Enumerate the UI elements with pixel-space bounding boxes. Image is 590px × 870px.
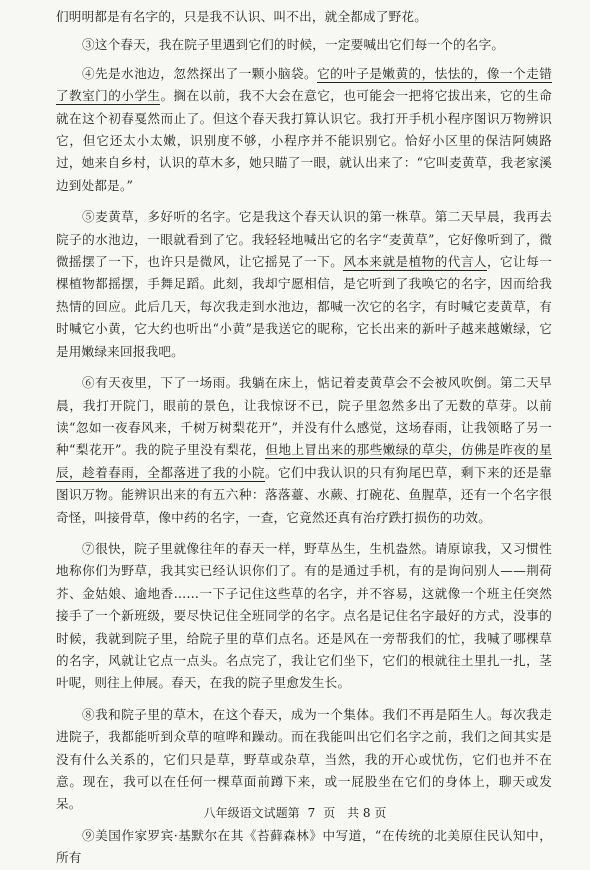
paragraph-8 <box>56 704 552 816</box>
text-segment: 。它们中我认识的只有狗尾巴草，剩下来的还是靠图识万物。能辨识出来的有五六种：落落薹、水蕨、打碗花、鱼腥草，还有一个名字很奇怪，叫接骨草，像中药的名字，一查，它竟然还真有治疗跌打损伤的功效。 <box>56 464 552 525</box>
underlined-sentence: 它的叶子是嫩黄的，怯怯的，像一个走错了教室门的小学生 <box>56 65 552 104</box>
footer-exam-label: 八年级语文试题第 <box>203 806 300 820</box>
footer-total-pages: 共 8 页 <box>347 806 387 820</box>
text-segment: ④先是水池边，忽然探出了一颗小脑袋。 <box>82 65 318 81</box>
footer-page-unit: 页 <box>323 806 336 820</box>
text-segment: ⑦很快，院子里就像往年的春天一样，野草丛生，生机盎然。请原谅我，又习惯性地称你们为野草，我其实已经认识你们了。有的是通过手机，有的是询问别人——荆荷芥、金姑娘、逾地香……一下子记住这些草的名字，并不容易，这就像一个班主任突然接手了一个新班级，要尽快记住全班同学的名字。点名是记住名字最好的方式，没事的时候，我就到院子里，给院子里的草们点名。还是风在一旁帮我们的忙，我喊了哪棵草的名字，风就让它点一点头。名点完了，我让它们坐下，它们的根就往土里扎一扎，茎叶呢，则往上伸展。春天，在我的院子里愈发生长。 <box>56 540 552 691</box>
paragraph-4 <box>56 63 552 197</box>
paragraph-6 <box>56 372 552 529</box>
text-segment: 。搁在以前，我不大会在意它，也可能会一把将它拔出来，它的生命就在这个初春戛然而止了。但这个春天我打算认识它。我打开手机小程序图识万物辨识它，但它还太小太嫩，识别度不够，小程序并不能识别它。恰好小区里的保洁阿姨路过，她来自乡村，认识的草木多，她只瞄了一眼，就认出来了：“它叫麦黄草，我老家溪边到处都是。” <box>56 88 552 193</box>
underlined-sentence: 但地上冒出来的那些嫩绿的草尖，仿佛是昨夜的星辰，趁着春雨，全都落进了我的小院 <box>56 442 553 480</box>
text-segment: ⑥有天夜里，下了一场雨。我躺在床上，惦记着麦黄草会不会被风吹倒。第二天早晨，我打开院门，眼前的景色，让我惊讶不已，院子里忽然多出了无数的草芽。以前读“忽如一夜春风来，千树万树梨花开”，并没有什么感觉，这场春雨，让我领略了另一种“梨花开”。我的院子里没有梨花， <box>56 375 552 458</box>
text-segment: 们明明都是有名字的，只是我不认识、叫不出，就全都成了野花。 <box>56 9 428 24</box>
text-segment: ，它让每一棵植物都摇摆，手舞足蹈。此刻，我却宁愿相信，是它听到了我唤它的名字，因而给我热情的回应。此后几天，每次我走到水池边，都喊一次它的名字，有时喊它麦黄草，有时喊它小黄，它大约也听出“小黄”是我送它的昵称，它长出来的新叶子越来越嫩绿，它是用嫩绿来回报我吧。 <box>56 254 552 359</box>
paragraph-3 <box>56 34 552 56</box>
paragraph-9 <box>56 825 552 870</box>
paragraph-5 <box>56 206 552 363</box>
paragraph-7 <box>56 538 552 695</box>
text-segment: ⑧我和院子里的草木，在这个春天，成为一个集体。我们不再是陌生人。每次我走进院子，我都能听到众草的喧哗和躁动。而在我能叫出它们名字之前，我们之间其实是没有什么关系的，它们只是草，野草或杂草，当然，我的开心或忧伤，它们也并不在意。现在，我可以在任何一棵草面前蹲下来，或一屁股坐在它们的身体上，聊天或发呆。 <box>56 706 552 812</box>
underlined-sentence: 风本来就是植物的代言人 <box>343 254 487 270</box>
text-segment: ⑨美国作家罗宾·基默尔在其《苔藓森林》中写道，“在传统的北美原住民认知中，所有 <box>56 827 552 866</box>
page-footer <box>0 804 590 821</box>
text-segment: ③这个春天，我在院子里遇到它们的时候，一定要喊出它们每一个的名字。 <box>82 37 505 53</box>
text-segment: ⑤麦黄草，多好听的名字。它是我这个春天认识的第一株草。第二天早晨，我再去院子的水池边，一眼就看到了它。我轻轻地喊出它的名字“麦黄草”，它好像听到了，微微摇摆了一下，也许只是微风，让它摇晃了一下。 <box>56 209 552 270</box>
paragraph-0 <box>56 6 552 28</box>
footer-page-number: 7 <box>307 806 316 820</box>
